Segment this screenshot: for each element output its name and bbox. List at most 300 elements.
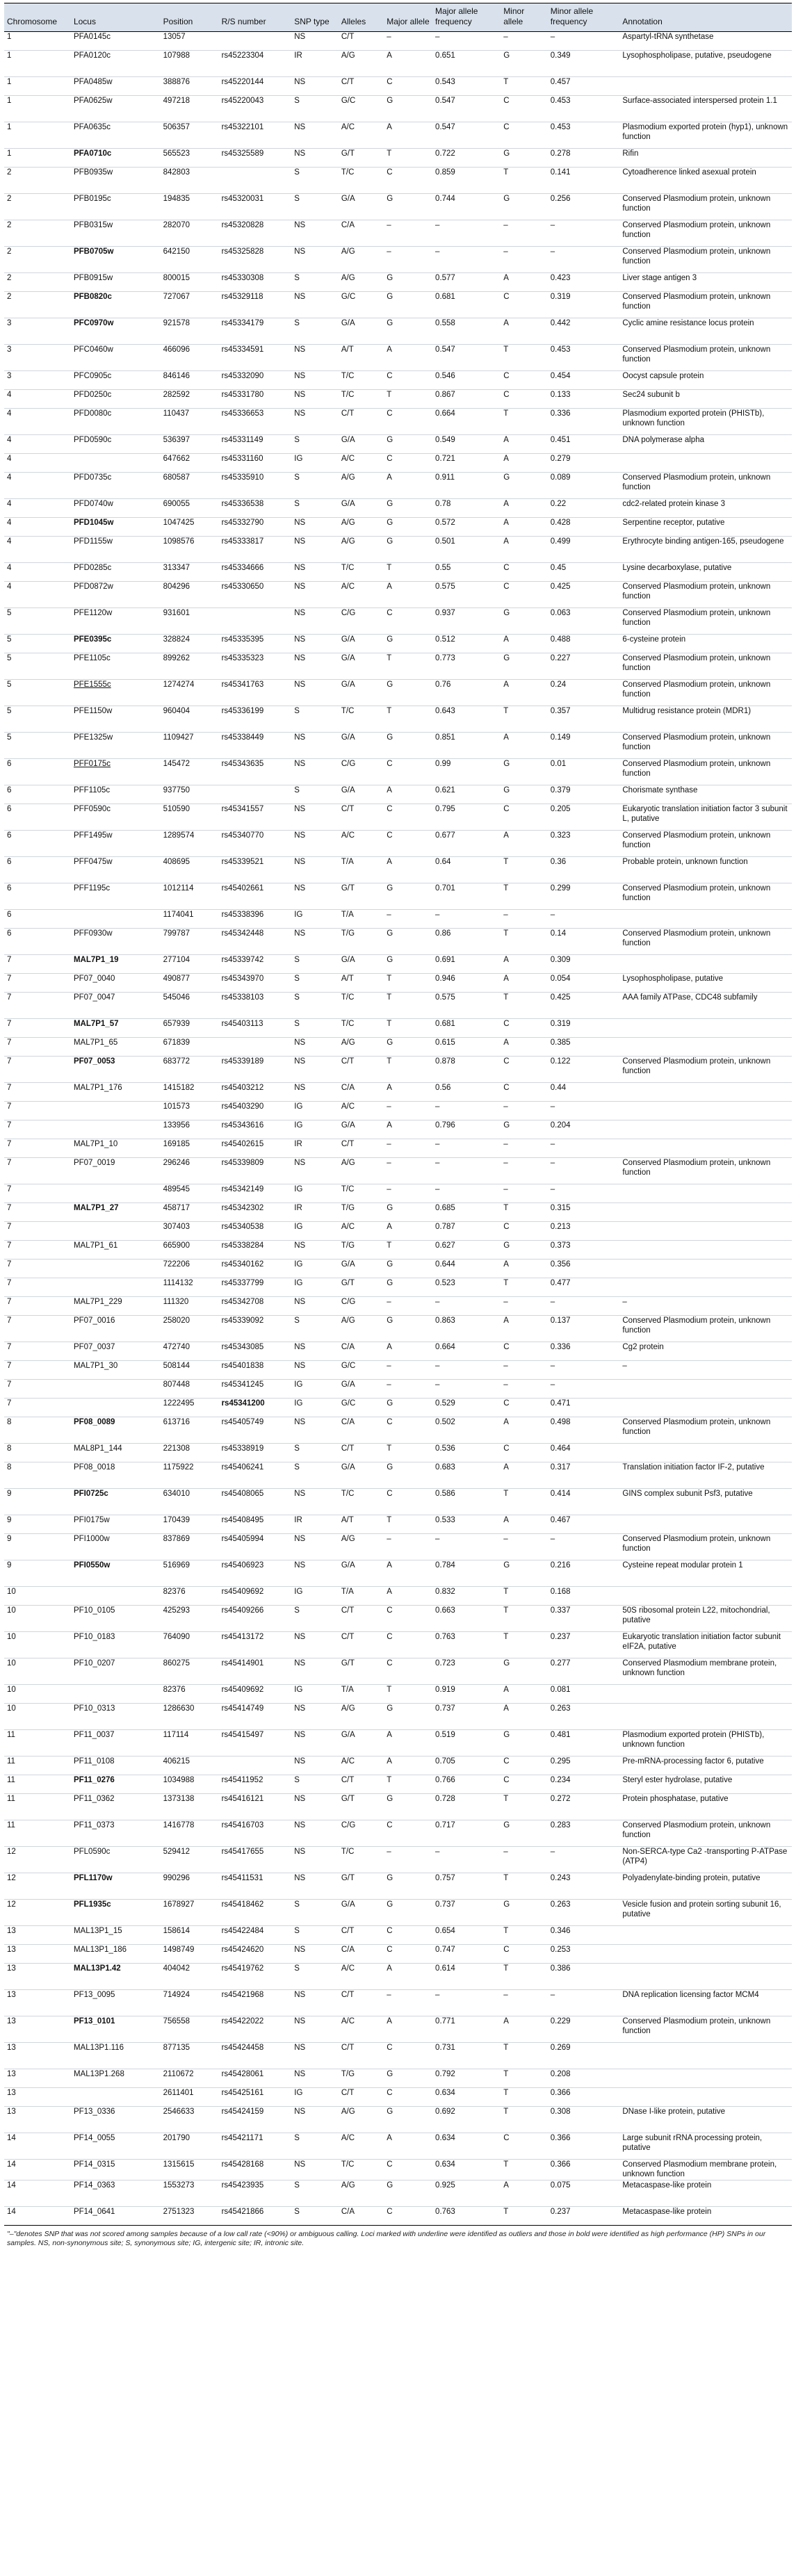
major-allele-cell: G — [384, 1704, 432, 1730]
snp-type-cell: NS — [291, 883, 339, 910]
major-allele-cell: – — [384, 247, 432, 273]
major-freq-cell: 0.634 — [432, 2160, 501, 2180]
major-allele-cell: C — [384, 831, 432, 857]
chromosome-cell: 1 — [4, 32, 71, 51]
table-row — [4, 1820, 792, 1847]
locus-cell: MAL7P1_176 — [71, 1083, 161, 1102]
major-allele-cell: G — [384, 292, 432, 318]
annotation-cell: Conserved Plasmodium protein, unknown function — [619, 345, 792, 371]
alleles-cell: C/A — [339, 1945, 384, 1964]
rs-number-cell: rs45338449 — [219, 733, 292, 759]
alleles-cell: G/A — [339, 1380, 384, 1399]
major-freq-cell: – — [432, 1184, 501, 1203]
minor-freq-cell: 0.423 — [548, 273, 620, 292]
major-allele-cell: C — [384, 2088, 432, 2107]
rs-number-cell: rs45341200 — [219, 1399, 292, 1417]
snp-type-cell: IR — [291, 1203, 339, 1222]
table-row — [4, 194, 792, 220]
minor-freq-cell: 0.075 — [548, 2180, 620, 2206]
chromosome-cell: 6 — [4, 910, 71, 929]
minor-allele-cell: T — [501, 1926, 548, 1945]
locus-cell: MAL7P1_10 — [71, 1139, 161, 1158]
annotation-cell: Erythrocyte binding antigen-165, pseudogene — [619, 537, 792, 563]
snp-type-cell: NS — [291, 1704, 339, 1730]
rs-number-cell: rs45337799 — [219, 1278, 292, 1297]
snp-type-cell: IG — [291, 1685, 339, 1704]
annotation-cell: DNA replication licensing factor MCM4 — [619, 1990, 792, 2016]
chromosome-cell: 4 — [4, 390, 71, 409]
table-row — [4, 499, 792, 518]
chromosome-cell: 10 — [4, 1587, 71, 1606]
major-allele-cell: – — [384, 1990, 432, 2016]
table-row — [4, 2016, 792, 2043]
major-freq-cell: 0.56 — [432, 1083, 501, 1102]
position-cell: 388876 — [161, 77, 219, 96]
chromosome-cell: 13 — [4, 1926, 71, 1945]
locus-cell — [71, 2088, 161, 2107]
column-header: Position — [161, 3, 219, 32]
annotation-cell: 50S ribosomal protein L22, mitochondrial, putative — [619, 1606, 792, 1632]
rs-number-cell: rs45341763 — [219, 680, 292, 706]
locus-cell: PF07_0047 — [71, 993, 161, 1019]
snp-type-cell: NS — [291, 409, 339, 435]
minor-freq-cell: 0.317 — [548, 1462, 620, 1489]
annotation-cell: Chorismate synthase — [619, 785, 792, 804]
snp-type-cell: NS — [291, 1847, 339, 1873]
minor-allele-cell: C — [501, 1342, 548, 1361]
alleles-cell: G/A — [339, 1462, 384, 1489]
position-cell: 1286630 — [161, 1704, 219, 1730]
minor-freq-cell: 0.01 — [548, 759, 620, 785]
locus-cell: PFF0930w — [71, 929, 161, 955]
minor-freq-cell: 0.488 — [548, 635, 620, 653]
minor-freq-cell: 0.386 — [548, 1964, 620, 1990]
snp-type-cell: IG — [291, 1260, 339, 1278]
annotation-cell — [619, 1945, 792, 1964]
position-cell: 1047425 — [161, 518, 219, 537]
major-freq-cell: 0.78 — [432, 499, 501, 518]
minor-allele-cell: T — [501, 993, 548, 1019]
table-row — [4, 1222, 792, 1241]
snp-type-cell: S — [291, 499, 339, 518]
major-allele-cell: C — [384, 2043, 432, 2069]
minor-freq-cell: 0.319 — [548, 1019, 620, 1038]
annotation-cell — [619, 1120, 792, 1139]
snp-type-cell: NS — [291, 680, 339, 706]
column-header: Alleles — [339, 3, 384, 32]
alleles-cell: G/A — [339, 635, 384, 653]
locus-cell: PFC0905c — [71, 371, 161, 390]
position-cell: 860275 — [161, 1658, 219, 1685]
chromosome-cell: 8 — [4, 1444, 71, 1462]
table-row — [4, 1342, 792, 1361]
position-cell: 1012114 — [161, 883, 219, 910]
table-row — [4, 220, 792, 247]
minor-allele-cell: A — [501, 1462, 548, 1489]
alleles-cell: T/G — [339, 929, 384, 955]
minor-allele-cell: G — [501, 149, 548, 168]
major-freq-cell: 0.737 — [432, 1704, 501, 1730]
chromosome-cell: 11 — [4, 1820, 71, 1847]
column-header: Chromosome — [4, 3, 71, 32]
major-allele-cell: – — [384, 1139, 432, 1158]
rs-number-cell: rs45423935 — [219, 2180, 292, 2206]
locus-cell: PF11_0037 — [71, 1730, 161, 1756]
table-row — [4, 1399, 792, 1417]
snp-type-cell: NS — [291, 247, 339, 273]
major-allele-cell: A — [384, 785, 432, 804]
chromosome-cell: 13 — [4, 2043, 71, 2069]
table-row — [4, 318, 792, 345]
snp-type-cell: NS — [291, 563, 339, 582]
locus-cell — [71, 1587, 161, 1606]
major-freq-cell: 0.523 — [432, 1278, 501, 1297]
table-row — [4, 454, 792, 473]
table-row — [4, 2088, 792, 2107]
annotation-cell: Large subunit rRNA processing protein, putative — [619, 2133, 792, 2160]
rs-number-cell: rs45339521 — [219, 857, 292, 883]
minor-allele-cell: C — [501, 390, 548, 409]
annotation-cell — [619, 910, 792, 929]
alleles-cell: C/G — [339, 608, 384, 635]
rs-number-cell: rs45325589 — [219, 149, 292, 168]
locus-cell: PF10_0207 — [71, 1658, 161, 1685]
major-freq-cell: 0.692 — [432, 2107, 501, 2133]
minor-allele-cell: A — [501, 680, 548, 706]
rs-number-cell: rs45413172 — [219, 1632, 292, 1658]
position-cell: 683772 — [161, 1057, 219, 1083]
annotation-cell: Cysteine repeat modular protein 1 — [619, 1560, 792, 1587]
table-row — [4, 1380, 792, 1399]
snp-type-cell: IR — [291, 51, 339, 77]
major-allele-cell: T — [384, 563, 432, 582]
chromosome-cell: 2 — [4, 194, 71, 220]
alleles-cell: A/G — [339, 2180, 384, 2206]
minor-allele-cell: – — [501, 910, 548, 929]
chromosome-cell: 7 — [4, 955, 71, 974]
major-freq-cell: 0.512 — [432, 635, 501, 653]
major-freq-cell: 0.572 — [432, 518, 501, 537]
chromosome-cell: 7 — [4, 1222, 71, 1241]
annotation-cell: Conserved Plasmodium protein, unknown function — [619, 831, 792, 857]
position-cell: 657939 — [161, 1019, 219, 1038]
major-freq-cell: 0.731 — [432, 2043, 501, 2069]
position-cell: 722206 — [161, 1260, 219, 1278]
position-cell: 1109427 — [161, 733, 219, 759]
snp-type-cell: NS — [291, 122, 339, 149]
major-allele-cell: A — [384, 1730, 432, 1756]
snp-type-cell: NS — [291, 1945, 339, 1964]
position-cell: 404042 — [161, 1964, 219, 1990]
alleles-cell: A/T — [339, 1515, 384, 1534]
position-cell: 111320 — [161, 1297, 219, 1316]
annotation-cell — [619, 1380, 792, 1399]
table-row — [4, 32, 792, 51]
position-cell: 647662 — [161, 454, 219, 473]
annotation-cell: AAA family ATPase, CDC48 subfamily — [619, 993, 792, 1019]
snp-type-cell: NS — [291, 1241, 339, 1260]
alleles-cell: A/C — [339, 2133, 384, 2160]
minor-freq-cell: 0.234 — [548, 1775, 620, 1794]
minor-allele-cell: C — [501, 804, 548, 831]
snp-type-cell: NS — [291, 1658, 339, 1685]
table-row — [4, 733, 792, 759]
snp-type-cell: IR — [291, 1139, 339, 1158]
major-allele-cell: – — [384, 1361, 432, 1380]
table-row — [4, 77, 792, 96]
column-header: Major allele — [384, 3, 432, 32]
snp-type-cell: NS — [291, 857, 339, 883]
snp-type-cell: IG — [291, 1380, 339, 1399]
minor-allele-cell: T — [501, 1489, 548, 1515]
minor-freq-cell: – — [548, 1534, 620, 1560]
position-cell: 1415182 — [161, 1083, 219, 1102]
position-cell: 13057 — [161, 32, 219, 51]
annotation-cell — [619, 1278, 792, 1297]
alleles-cell: T/A — [339, 910, 384, 929]
position-cell: 1416778 — [161, 1820, 219, 1847]
position-cell: 277104 — [161, 955, 219, 974]
rs-number-cell: rs45338396 — [219, 910, 292, 929]
minor-freq-cell: 0.054 — [548, 974, 620, 993]
annotation-cell: Conserved Plasmodium protein, unknown function — [619, 247, 792, 273]
position-cell: 1553273 — [161, 2180, 219, 2206]
locus-cell: PF11_0276 — [71, 1775, 161, 1794]
rs-number-cell: rs45406241 — [219, 1462, 292, 1489]
rs-number-cell: rs45335395 — [219, 635, 292, 653]
chromosome-cell: 4 — [4, 563, 71, 582]
minor-freq-cell: 0.453 — [548, 96, 620, 122]
annotation-cell — [619, 1083, 792, 1102]
major-allele-cell: T — [384, 149, 432, 168]
minor-allele-cell: C — [501, 371, 548, 390]
table-row — [4, 635, 792, 653]
chromosome-cell: 6 — [4, 857, 71, 883]
chromosome-cell: 2 — [4, 247, 71, 273]
chromosome-cell: 7 — [4, 1038, 71, 1057]
major-allele-cell: G — [384, 635, 432, 653]
minor-allele-cell: C — [501, 2133, 548, 2160]
minor-allele-cell: A — [501, 2180, 548, 2206]
table-row — [4, 409, 792, 435]
rs-number-cell: rs45332790 — [219, 518, 292, 537]
chromosome-cell: 3 — [4, 371, 71, 390]
minor-allele-cell: – — [501, 1139, 548, 1158]
chromosome-cell: 6 — [4, 759, 71, 785]
locus-cell: PF14_0641 — [71, 2206, 161, 2225]
minor-allele-cell: C — [501, 1057, 548, 1083]
locus-cell: MAL13P1.42 — [71, 1964, 161, 1990]
rs-number-cell: rs45409692 — [219, 1685, 292, 1704]
minor-freq-cell: 0.204 — [548, 1120, 620, 1139]
major-freq-cell: 0.627 — [432, 1241, 501, 1260]
alleles-cell: G/A — [339, 435, 384, 454]
major-freq-cell: 0.76 — [432, 680, 501, 706]
minor-allele-cell: T — [501, 929, 548, 955]
major-allele-cell: A — [384, 582, 432, 608]
rs-number-cell: rs45339092 — [219, 1316, 292, 1342]
rs-number-cell: rs45408065 — [219, 1489, 292, 1515]
table-row — [4, 1775, 792, 1794]
chromosome-cell: 5 — [4, 653, 71, 680]
rs-number-cell: rs45334179 — [219, 318, 292, 345]
major-allele-cell: T — [384, 974, 432, 993]
locus-cell: PFA0625w — [71, 96, 161, 122]
annotation-cell — [619, 1203, 792, 1222]
table-row — [4, 1038, 792, 1057]
minor-freq-cell: 0.278 — [548, 149, 620, 168]
minor-allele-cell: A — [501, 1316, 548, 1342]
minor-freq-cell: 0.063 — [548, 608, 620, 635]
major-allele-cell: G — [384, 318, 432, 345]
major-freq-cell: 0.502 — [432, 1417, 501, 1444]
major-freq-cell: – — [432, 1139, 501, 1158]
alleles-cell: C/A — [339, 1342, 384, 1361]
major-allele-cell: G — [384, 273, 432, 292]
chromosome-cell: 1 — [4, 51, 71, 77]
position-cell: 2751323 — [161, 2206, 219, 2225]
table-row — [4, 1139, 792, 1158]
locus-cell — [71, 1184, 161, 1203]
locus-cell: MAL7P1_27 — [71, 1203, 161, 1222]
minor-freq-cell: 0.366 — [548, 2088, 620, 2107]
locus-cell: PF07_0016 — [71, 1316, 161, 1342]
position-cell: 510590 — [161, 804, 219, 831]
minor-freq-cell: 0.141 — [548, 168, 620, 194]
position-cell: 282592 — [161, 390, 219, 409]
snp-table — [4, 3, 792, 2226]
locus-cell: PFD0285c — [71, 563, 161, 582]
major-freq-cell: – — [432, 1380, 501, 1399]
major-allele-cell: C — [384, 1945, 432, 1964]
locus-cell: PF13_0095 — [71, 1990, 161, 2016]
snp-type-cell: NS — [291, 1038, 339, 1057]
minor-allele-cell: T — [501, 857, 548, 883]
annotation-cell: Conserved Plasmodium protein, unknown function — [619, 194, 792, 220]
locus-cell — [71, 1222, 161, 1241]
minor-allele-cell: C — [501, 1444, 548, 1462]
annotation-cell: Conserved Plasmodium protein, unknown function — [619, 608, 792, 635]
rs-number-cell: rs45220043 — [219, 96, 292, 122]
minor-freq-cell: – — [548, 32, 620, 51]
position-cell: 1098576 — [161, 537, 219, 563]
major-freq-cell: 0.681 — [432, 1019, 501, 1038]
chromosome-cell: 7 — [4, 1278, 71, 1297]
snp-type-cell: NS — [291, 635, 339, 653]
chromosome-cell: 1 — [4, 96, 71, 122]
snp-type-cell: S — [291, 785, 339, 804]
minor-freq-cell: 0.208 — [548, 2069, 620, 2088]
major-allele-cell: A — [384, 1083, 432, 1102]
major-allele-cell: C — [384, 1926, 432, 1945]
locus-cell: PFD1045w — [71, 518, 161, 537]
minor-freq-cell: – — [548, 910, 620, 929]
rs-number-cell: rs45419762 — [219, 1964, 292, 1990]
snp-type-cell: NS — [291, 2016, 339, 2043]
locus-cell: MAL7P1_229 — [71, 1297, 161, 1316]
major-freq-cell: 0.547 — [432, 96, 501, 122]
chromosome-cell: 7 — [4, 1139, 71, 1158]
minor-freq-cell: 0.44 — [548, 1083, 620, 1102]
snp-type-cell: S — [291, 955, 339, 974]
minor-allele-cell: C — [501, 122, 548, 149]
minor-allele-cell: C — [501, 582, 548, 608]
position-cell: 145472 — [161, 759, 219, 785]
rs-number-cell: rs45421866 — [219, 2206, 292, 2225]
chromosome-cell: 13 — [4, 1945, 71, 1964]
major-allele-cell: A — [384, 122, 432, 149]
locus-cell: PFF1105c — [71, 785, 161, 804]
position-cell: 1174041 — [161, 910, 219, 929]
locus-cell: PF14_0315 — [71, 2160, 161, 2180]
snp-type-cell: IR — [291, 1515, 339, 1534]
minor-allele-cell: G — [501, 608, 548, 635]
major-allele-cell: G — [384, 1900, 432, 1926]
position-cell: 506357 — [161, 122, 219, 149]
major-freq-cell: 0.519 — [432, 1730, 501, 1756]
minor-freq-cell: 0.272 — [548, 1794, 620, 1820]
minor-freq-cell: 0.464 — [548, 1444, 620, 1462]
snp-type-cell: S — [291, 1964, 339, 1990]
major-allele-cell: T — [384, 1241, 432, 1260]
alleles-cell: A/G — [339, 1316, 384, 1342]
rs-number-cell: rs45336653 — [219, 409, 292, 435]
major-freq-cell: 0.766 — [432, 1775, 501, 1794]
minor-allele-cell: T — [501, 345, 548, 371]
position-cell: 194835 — [161, 194, 219, 220]
minor-allele-cell: C — [501, 1756, 548, 1775]
snp-type-cell: NS — [291, 831, 339, 857]
rs-number-cell: rs45422022 — [219, 2016, 292, 2043]
position-cell: 425293 — [161, 1606, 219, 1632]
locus-cell: PFD0250c — [71, 390, 161, 409]
chromosome-cell: 12 — [4, 1900, 71, 1926]
chromosome-cell: 10 — [4, 1606, 71, 1632]
annotation-cell: Cg2 protein — [619, 1342, 792, 1361]
major-allele-cell: A — [384, 51, 432, 77]
minor-allele-cell: G — [501, 759, 548, 785]
major-freq-cell: 0.685 — [432, 1203, 501, 1222]
rs-number-cell: rs45331149 — [219, 435, 292, 454]
annotation-cell — [619, 1685, 792, 1704]
rs-number-cell: rs45339809 — [219, 1158, 292, 1184]
snp-type-cell: S — [291, 1462, 339, 1489]
rs-number-cell: rs45332090 — [219, 371, 292, 390]
position-cell: 1274274 — [161, 680, 219, 706]
minor-allele-cell: T — [501, 2107, 548, 2133]
position-cell: 727067 — [161, 292, 219, 318]
annotation-cell: Probable protein, unknown function — [619, 857, 792, 883]
locus-cell: PF07_0040 — [71, 974, 161, 993]
alleles-cell: A/C — [339, 1964, 384, 1990]
alleles-cell: C/T — [339, 1632, 384, 1658]
major-allele-cell: T — [384, 993, 432, 1019]
snp-type-cell: S — [291, 435, 339, 454]
alleles-cell: G/T — [339, 883, 384, 910]
rs-number-cell: rs45331160 — [219, 454, 292, 473]
major-allele-cell: C — [384, 1658, 432, 1685]
major-allele-cell: A — [384, 1756, 432, 1775]
alleles-cell: T/C — [339, 390, 384, 409]
major-allele-cell: – — [384, 1534, 432, 1560]
major-freq-cell: 0.757 — [432, 1873, 501, 1900]
major-allele-cell: C — [384, 804, 432, 831]
chromosome-cell: 4 — [4, 473, 71, 499]
major-freq-cell: 0.621 — [432, 785, 501, 804]
column-header: Locus — [71, 3, 161, 32]
annotation-cell: Plasmodium exported protein (PHISTb), unknown function — [619, 409, 792, 435]
position-cell: 613716 — [161, 1417, 219, 1444]
